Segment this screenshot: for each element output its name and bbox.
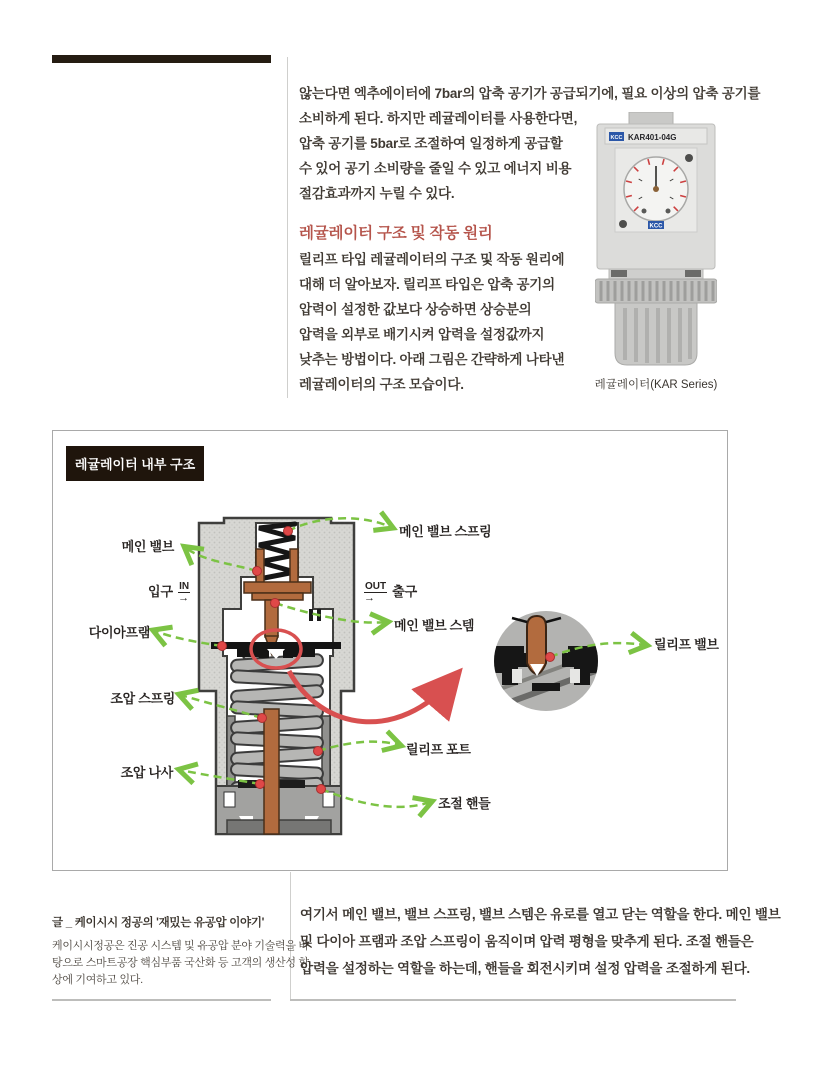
label-adjust-spring: 조압 스프링 <box>110 691 175 706</box>
internal-structure-figure <box>52 430 728 871</box>
intro-line: 압축 공기를 5bar로 조절하여 일정하게 공급할 <box>299 136 563 151</box>
intro-line: 압력을 외부로 배기시켜 압력을 설정값까지 <box>299 327 545 342</box>
credit-title: 글 _ 케이시시 정공의 '재밌는 유공압 이야기' <box>52 917 265 929</box>
knurled-ring <box>595 279 717 303</box>
footer-rule-right <box>290 999 736 1001</box>
label-main-valve: 메인 밸브 <box>121 539 174 554</box>
intro-line: 릴리프 타입 레귤레이터의 구조 및 작동 원리에 <box>299 252 565 267</box>
credit-line: 탕으로 스마트공장 핵심부품 국산화 등 고객의 생산성 향 <box>52 957 309 969</box>
label-main-valve-stem: 메인 밸브 스템 <box>394 618 475 633</box>
relief-valve-detail <box>489 611 601 711</box>
column-divider-top <box>287 57 288 398</box>
outlet-arrow-icon: → <box>364 592 375 604</box>
intro-line: 낮추는 방법이다. 아래 그림은 간략하게 나타낸 <box>299 352 565 367</box>
intro-line: 절감효과까지 누릴 수 있다. <box>299 186 455 201</box>
body-line: 및 다이아 프램과 조압 스프링이 움직이며 압력 평형을 맞추게 된다. 조절 핸들은 <box>300 934 754 949</box>
column-divider-bottom <box>290 872 291 1000</box>
label-adjust-screw: 조압 나사 <box>120 765 173 780</box>
regulator-product-image <box>595 112 717 370</box>
section-accent-bar <box>52 55 271 63</box>
label-main-valve-spring: 메인 밸브 스프링 <box>399 524 492 539</box>
intro-line: 레귤레이터의 구조 모습이다. <box>299 377 464 392</box>
label-control-handle: 조절 핸들 <box>438 796 491 811</box>
pressure-gauge <box>624 157 688 221</box>
gauge-brand-text: KCC <box>649 223 663 230</box>
model-text: KAR401-04G <box>628 133 677 142</box>
section-heading: 레귤레이터 구조 및 작동 원리 <box>299 225 493 242</box>
intro-line: 압력이 설정한 값보다 상승하면 상승분의 <box>299 302 532 317</box>
label-relief-port: 릴리프 포트 <box>406 742 471 757</box>
intro-line: 않는다면 엑추에이터에 7bar의 압축 공기가 공급되기에, 필요 이상의 압축 공기를 <box>299 86 761 101</box>
brand-text: KCC <box>610 135 623 141</box>
adjustment-knob <box>615 303 697 365</box>
body-line: 압력을 설정하는 역할을 하는데, 핸들을 회전시키며 설정 압력을 조절하게 된다. <box>300 961 750 976</box>
intro-line: 대해 더 알아보자. 릴리프 타입은 압축 공기의 <box>299 277 555 292</box>
inlet-arrow-icon: → <box>178 592 190 604</box>
label-diaphragm: 다이아프램 <box>88 625 150 640</box>
adjust-screw-part <box>264 709 279 834</box>
intro-line: 수 있어 공기 소비량을 줄일 수 있고 에너지 비용 <box>299 161 572 176</box>
regulator-cross-section <box>53 431 726 869</box>
credit-line: 케이시시정공은 진공 시스템 및 유공압 분야 기술력을 바 <box>52 940 309 952</box>
label-relief-valve: 릴리프 밸브 <box>654 637 719 652</box>
panel-screw <box>685 154 693 162</box>
label-outlet: OUT → 출구 <box>364 581 418 604</box>
label-inlet: 입구 IN → <box>148 581 190 604</box>
product-caption: 레귤레이터(KAR Series) <box>594 379 718 391</box>
panel-screw <box>619 220 627 228</box>
body-line: 여기서 메인 밸브, 밸브 스프링, 밸브 스템은 유로를 열고 닫는 역할을 한다. 메인 밸브 <box>300 907 781 922</box>
product-top-tab <box>629 112 673 124</box>
figure-title-badge: 레귤레이터 내부 구조 <box>66 446 204 481</box>
credit-line: 상에 기여하고 있다. <box>52 974 143 986</box>
footer-rule-left <box>52 999 271 1001</box>
intro-line: 소비하게 된다. 하지만 레귤레이터를 사용한다면, <box>299 111 578 126</box>
